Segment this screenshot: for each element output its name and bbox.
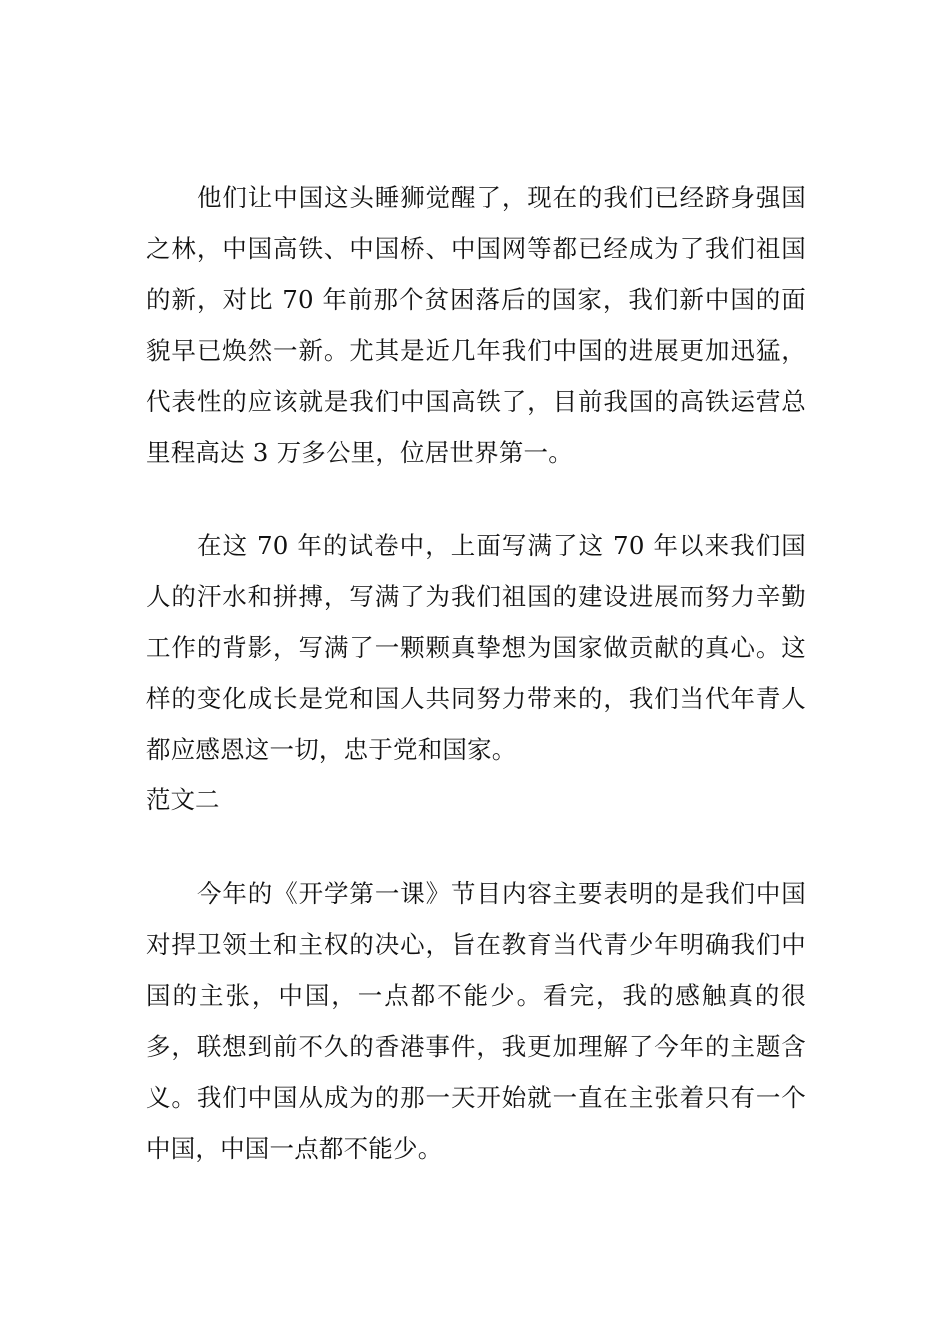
paragraph-3: 今年的《开学第一课》节目内容主要表明的是我们中国对捍卫领土和主权的决心，旨在教育当代青少年明确我们中国的主张，中国，一点都不能少。看完，我的感触真的很多，联想到前不久的香港事件，我更加理解了今年的主题含义。我们中国从成为的那一天开始就一直在主张着只有一个中国，中国一点都不能少。 — [146, 879, 806, 1163]
paragraph-1: 他们让中国这头睡狮觉醒了，现在的我们已经跻身强国之林，中国高铁、中国桥、中国网等都已经成为了我们祖国的新，对比 70 年前那个贫困落后的国家，我们新中国的面貌早已焕然一新。尤其是近几年我们中国的进展更加迅猛，代表性的应该就是我们中国高铁了，目前我国的高铁运营总里程高达 3 万多公里，位居世界第一。 — [146, 183, 806, 467]
section-heading: 范文二 — [146, 785, 220, 814]
paragraph-2: 在这 70 年的试卷中，上面写满了这 70 年以来我们国人的汗水和拼搏，写满了为我们祖国的建设进展而努力辛勤工作的背影，写满了一颗颗真挚想为国家做贡献的真心。这样的变化成长是党和国人共同努力带来的，我们当代年青人都应感恩这一切，忠于党和国家。 — [146, 531, 806, 764]
